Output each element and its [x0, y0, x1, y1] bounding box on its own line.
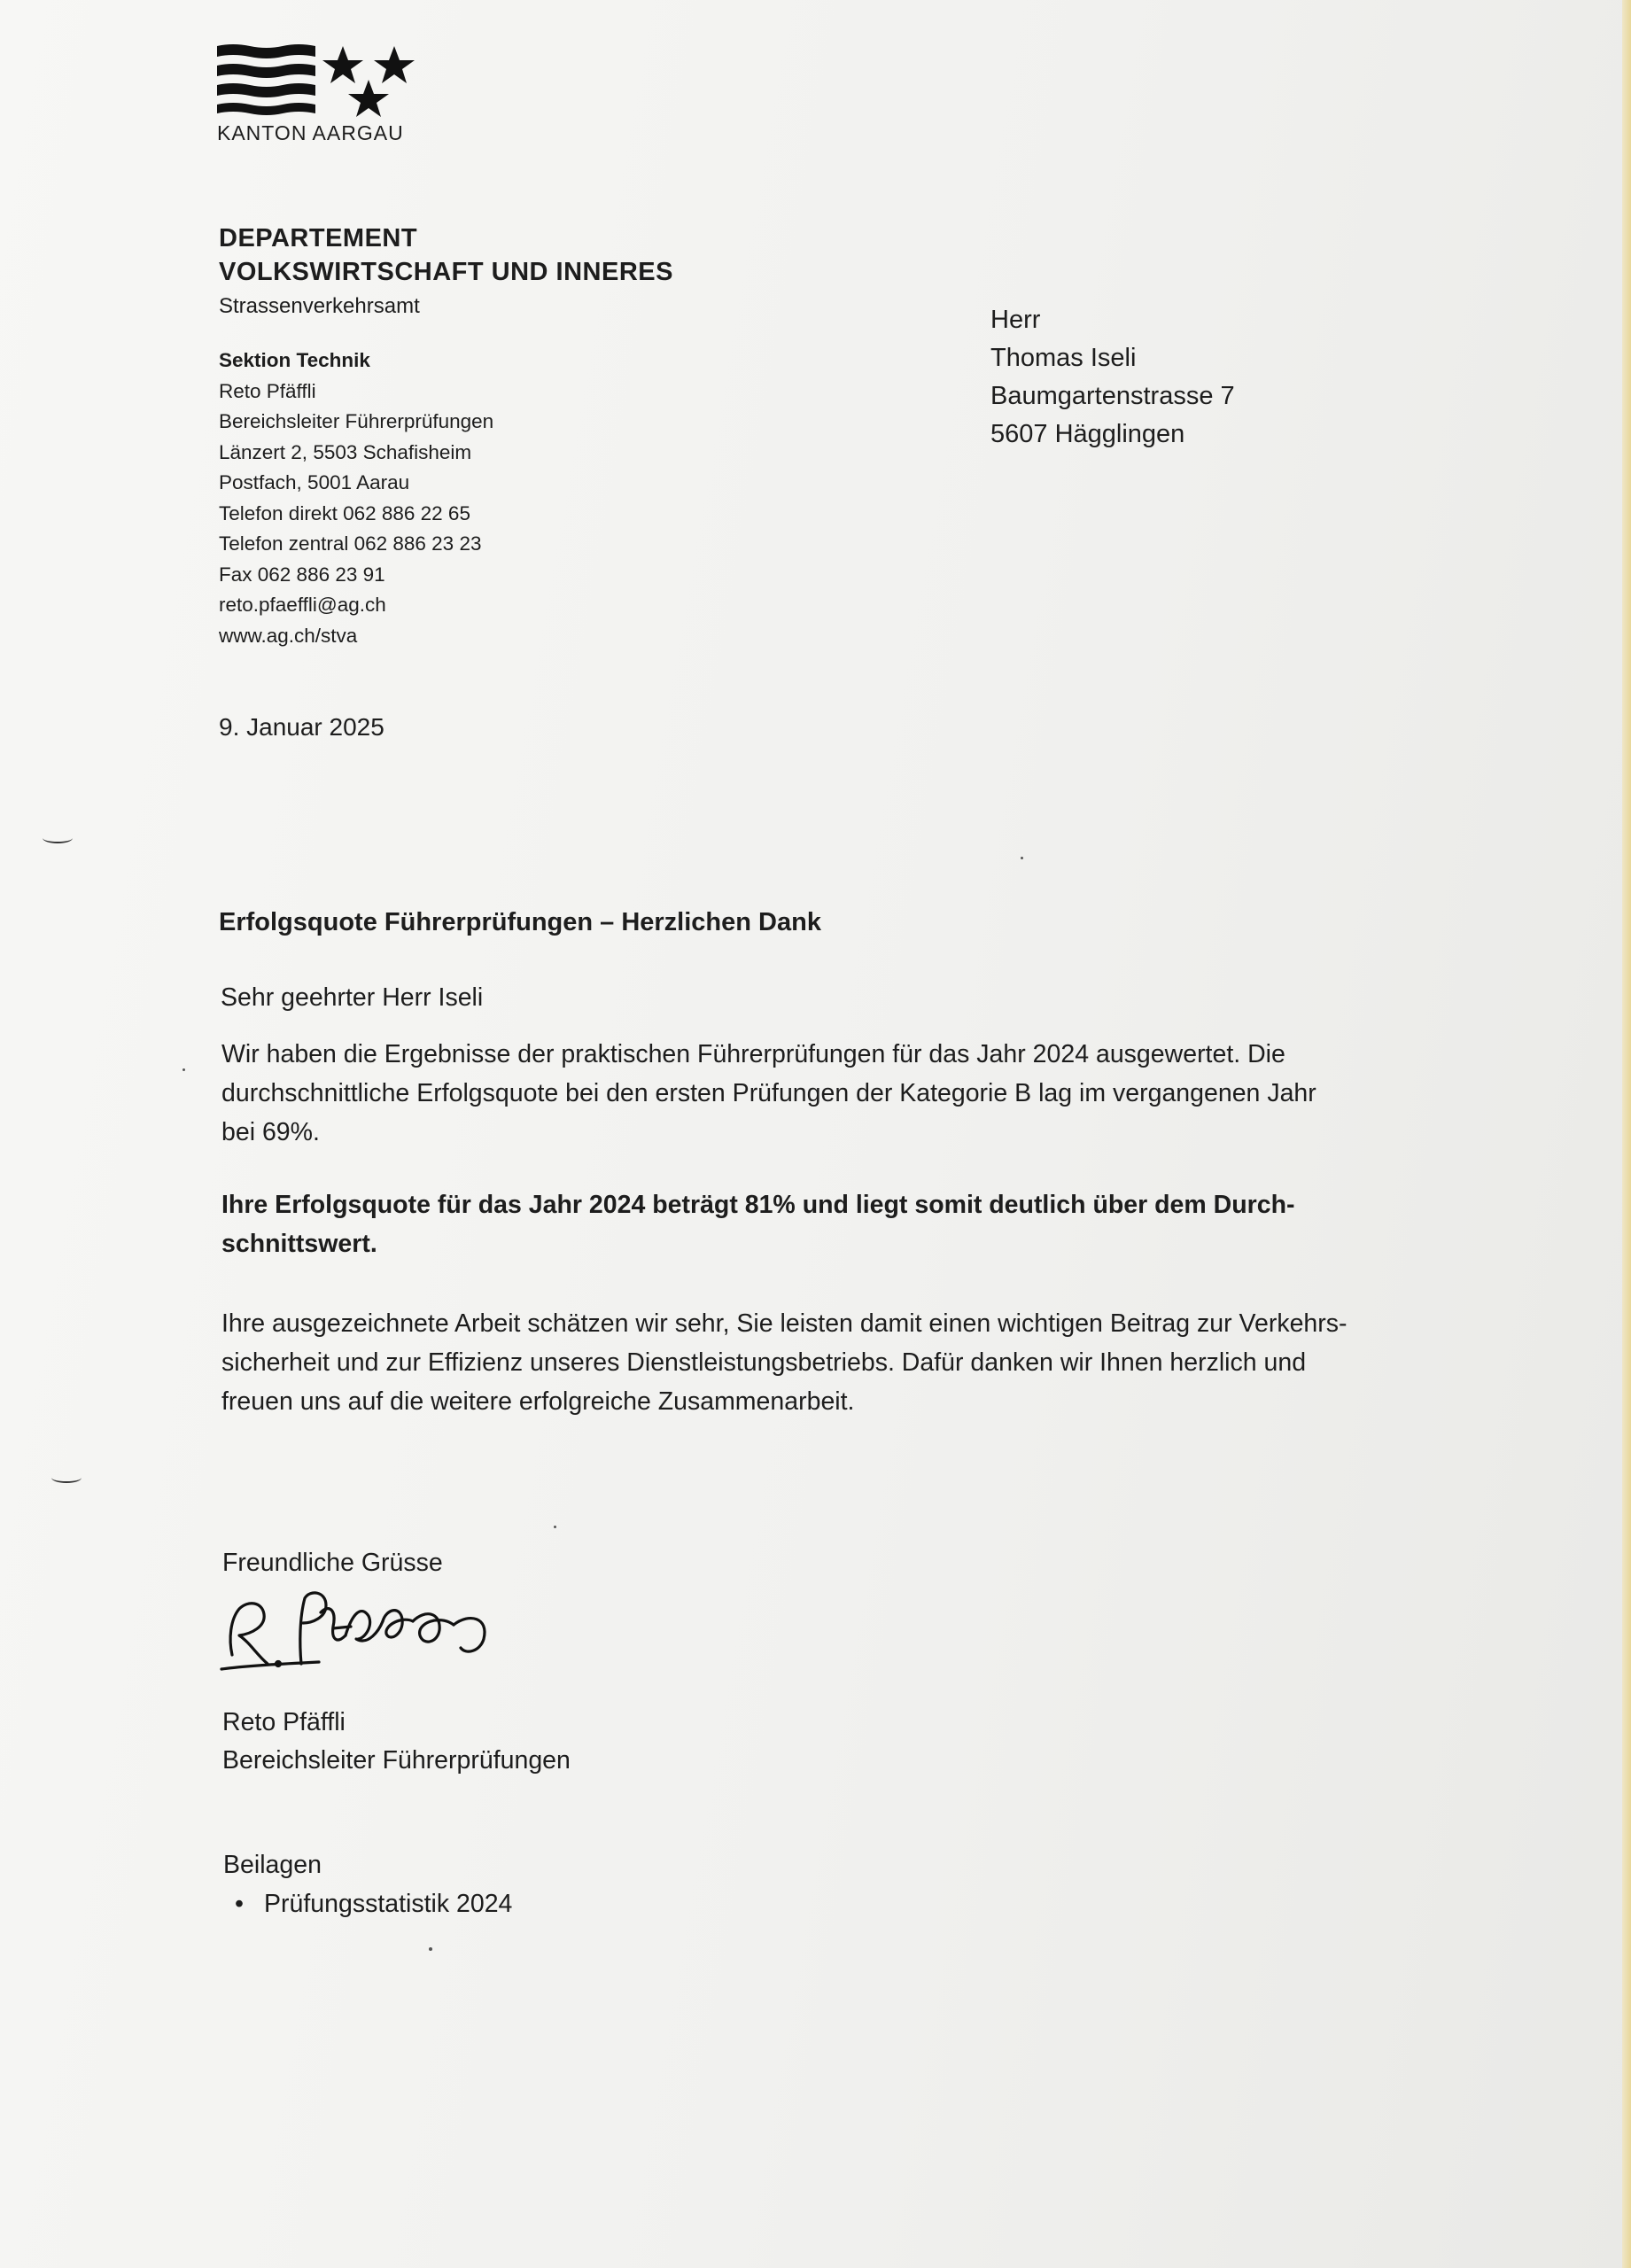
department-name: [219, 221, 673, 289]
body-line: Ihre ausgezeichnete Arbeit schätzen wir sehr, Sie leisten damit einen wichtigen Beitrag zur Verkehrs-: [221, 1309, 1348, 1338]
letter-closing: Freundliche Grüsse: [222, 1549, 443, 1577]
paper-speck: [1021, 857, 1023, 859]
enclosures-heading: Beilagen: [223, 1851, 322, 1879]
paper-edge: [1622, 0, 1631, 2268]
sender-web: www.ag.ch/stva: [219, 624, 358, 647]
body-line: sicherheit und zur Effizienz unseres Dienstleistungsbetriebs. Dafür danken wir Ihnen herzlich und: [221, 1348, 1307, 1377]
sender-phone-central: Telefon zentral 062 886 23 23: [219, 532, 482, 555]
body-paragraph-3: [221, 1304, 1488, 1421]
body-line: bei 69%.: [221, 1118, 320, 1146]
body-line: schnittswert.: [221, 1230, 377, 1258]
body-paragraph-1: [221, 1035, 1488, 1152]
letter-subject: Erfolgsquote Führerprüfungen – Herzlichen Dank: [219, 908, 821, 936]
body-line: durchschnittliche Erfolgsquote bei den ersten Prüfungen der Kategorie B lag im vergangenen Jahr: [221, 1079, 1316, 1107]
office-name: Strassenverkehrsamt: [219, 294, 420, 318]
body-line: Ihre Erfolgsquote für das Jahr 2024 beträgt 81% und liegt somit deutlich über dem Durch-: [221, 1191, 1295, 1219]
enclosures: [223, 1845, 512, 1923]
recipient-name: Thomas Iseli: [990, 344, 1137, 372]
department-line-1: DEPARTEMENT: [219, 224, 418, 252]
signer-block: [222, 1704, 571, 1780]
sender-phone-direct: Telefon direkt 062 886 22 65: [219, 501, 470, 524]
bullet-icon: •: [235, 1890, 244, 1918]
canton-name: KANTON AARGAU: [217, 121, 404, 144]
sender-block: [219, 346, 493, 651]
sender-fax: Fax 062 886 23 91: [219, 563, 385, 586]
body-line: freuen uns auf die weitere erfolgreiche Zusammenarbeit.: [221, 1387, 855, 1416]
department-line-2: VOLKSWIRTSCHAFT UND INNERES: [219, 258, 673, 286]
recipient-city: 5607 Hägglingen: [990, 420, 1185, 448]
sender-name: Reto Pfäffli: [219, 379, 316, 402]
paper-mark: [51, 1472, 82, 1483]
list-item: [223, 1884, 512, 1923]
paper-speck: [554, 1526, 556, 1528]
recipient-salutation: Herr: [990, 306, 1041, 334]
signer-name: Reto Pfäffli: [222, 1708, 346, 1736]
letter-greeting: Sehr geehrter Herr Iseli: [221, 983, 484, 1012]
body-line: Wir haben die Ergebnisse der praktischen Führerprüfungen für das Jahr 2024 ausgewertet. Die: [221, 1040, 1285, 1068]
enclosures-list: [223, 1884, 512, 1923]
sender-role: Bereichsleiter Führerprüfungen: [219, 410, 494, 432]
paper-speck: [429, 1947, 432, 1951]
sender-email: reto.pfaeffli@ag.ch: [219, 594, 386, 616]
aargau-coat-of-arms-icon: [217, 44, 425, 120]
sender-po-box: Postfach, 5001 Aarau: [219, 471, 410, 493]
recipient-address: [990, 301, 1235, 454]
enclosure-item: Prüfungsstatistik 2024: [264, 1890, 513, 1918]
recipient-street: Baumgartenstrasse 7: [990, 382, 1235, 410]
body-paragraph-2: [221, 1185, 1488, 1263]
sender-address: Länzert 2, 5503 Schafisheim: [219, 440, 472, 463]
paper-mark: [43, 833, 73, 843]
sender-section: Sektion Technik: [219, 349, 370, 371]
signer-title: Bereichsleiter Führerprüfungen: [222, 1746, 571, 1775]
handwritten-signature: [213, 1577, 523, 1683]
paper-speck: [183, 1068, 185, 1071]
letter-date: 9. Januar 2025: [219, 713, 384, 741]
